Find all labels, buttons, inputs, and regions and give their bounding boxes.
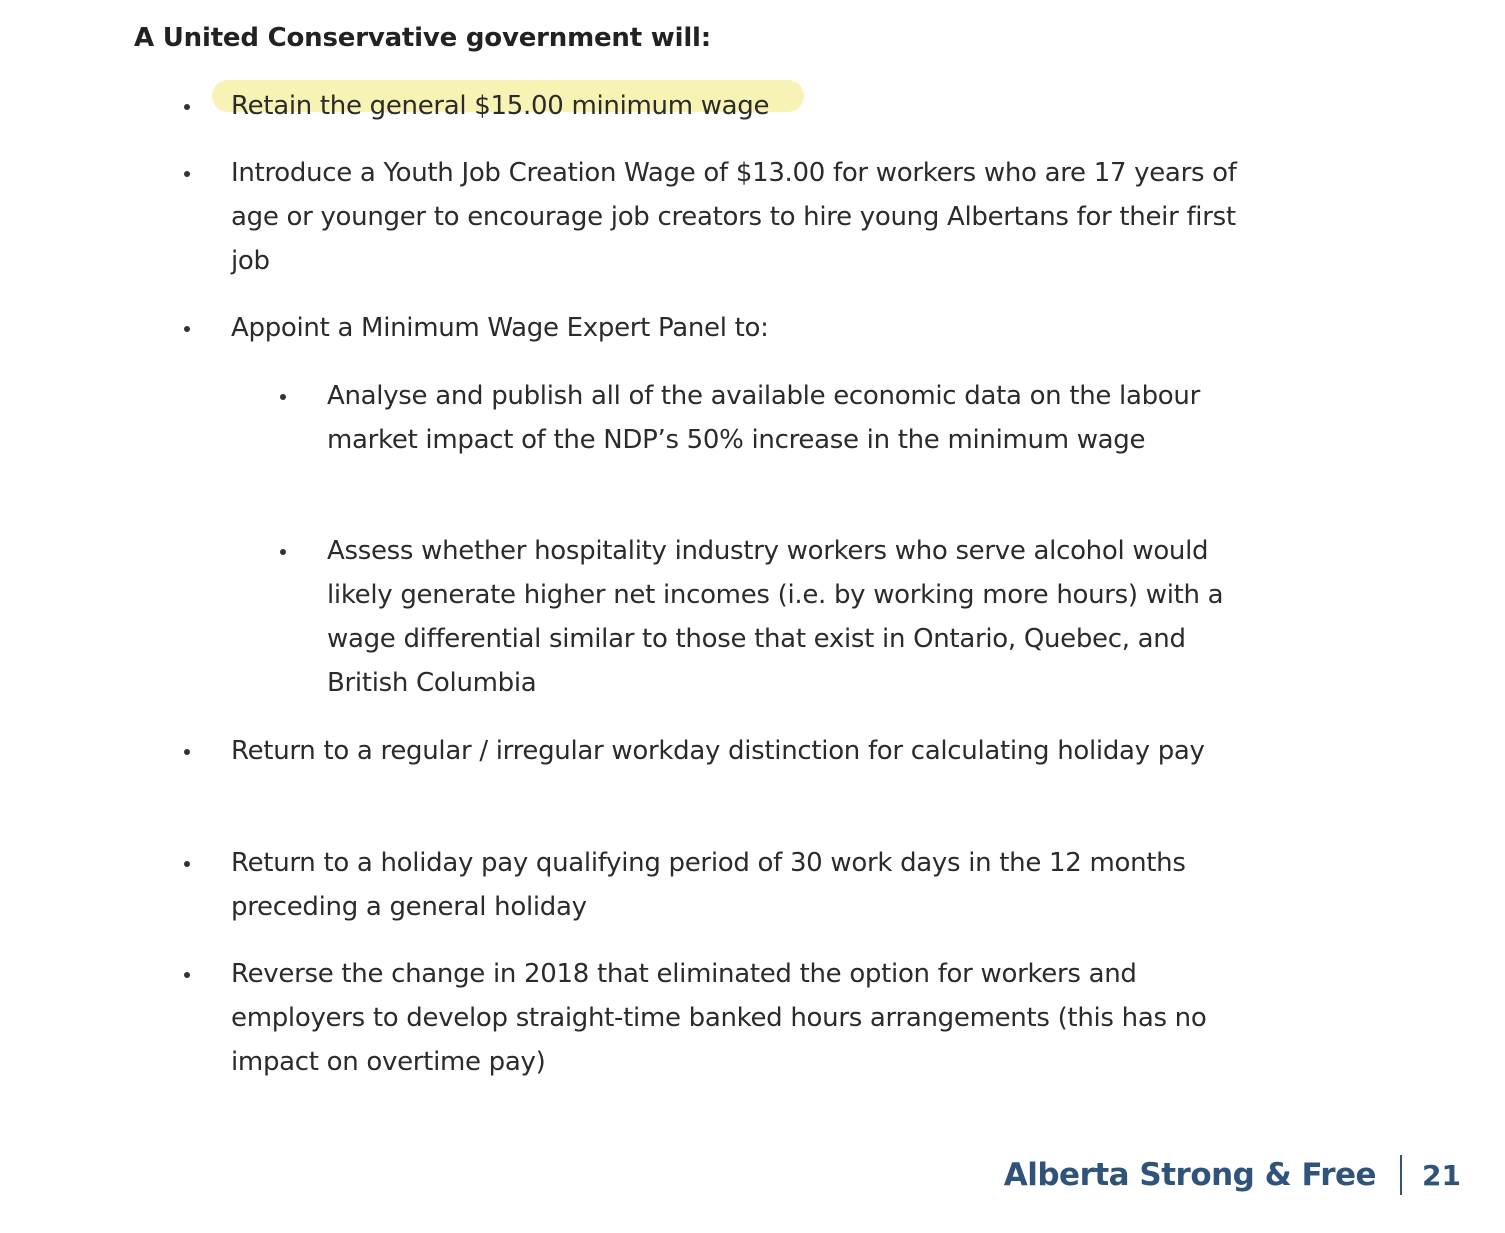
page-number: 21 [1422, 1158, 1461, 1192]
footer-title: Alberta Strong & Free [1003, 1157, 1377, 1193]
list-item-expert-panel [231, 306, 1251, 350]
list-item-text: Reverse the change in 2018 that eliminated the option for workers and employers to develop straight-time banked hours arrangements (this has no impact on overtime pay) [231, 959, 1207, 1077]
section-heading: A United Conservative government will: [134, 23, 711, 53]
bullet-icon [280, 549, 286, 555]
bullet-icon [280, 394, 286, 400]
list-item-text: Retain the general $15.00 minimum wage [231, 91, 770, 121]
list-item-holiday-qualifying [231, 841, 1251, 929]
sublist-item-analyse-data [327, 374, 1252, 462]
list-item-youth-wage [231, 151, 1251, 283]
list-item-text: Appoint a Minimum Wage Expert Panel to: [231, 313, 769, 343]
bullet-icon [184, 861, 190, 867]
list-item-banked-hours [231, 952, 1251, 1084]
footer-divider [1400, 1155, 1402, 1195]
bullet-icon [184, 972, 190, 978]
bullet-icon [184, 104, 190, 110]
sublist-item-assess-hospitality [327, 529, 1252, 705]
bullet-icon [184, 171, 190, 177]
list-item-retain-minimum-wage [231, 84, 1251, 128]
sublist-item-text: Analyse and publish all of the available economic data on the labour market impact of the NDP’s 50% increase in the minimum wage [327, 381, 1200, 455]
list-item-workday-distinction [231, 729, 1251, 773]
list-item-text: Return to a holiday pay qualifying period of 30 work days in the 12 months preceding a general holiday [231, 848, 1186, 922]
list-item-text: Introduce a Youth Job Creation Wage of $13.00 for workers who are 17 years of age or younger to encourage job creators to hire young Albertans for their first job [231, 158, 1237, 276]
bullet-icon [184, 749, 190, 755]
sublist-item-text: Assess whether hospitality industry workers who serve alcohol would likely generate higher net incomes (i.e. by working more hours) with a wage differential similar to those that exist in Ontario, Quebec, and British Columbia [327, 536, 1224, 698]
page-footer [1004, 1155, 1461, 1195]
bullet-icon [184, 326, 190, 332]
list-item-text: Return to a regular / irregular workday distinction for calculating holiday pay [231, 736, 1205, 766]
